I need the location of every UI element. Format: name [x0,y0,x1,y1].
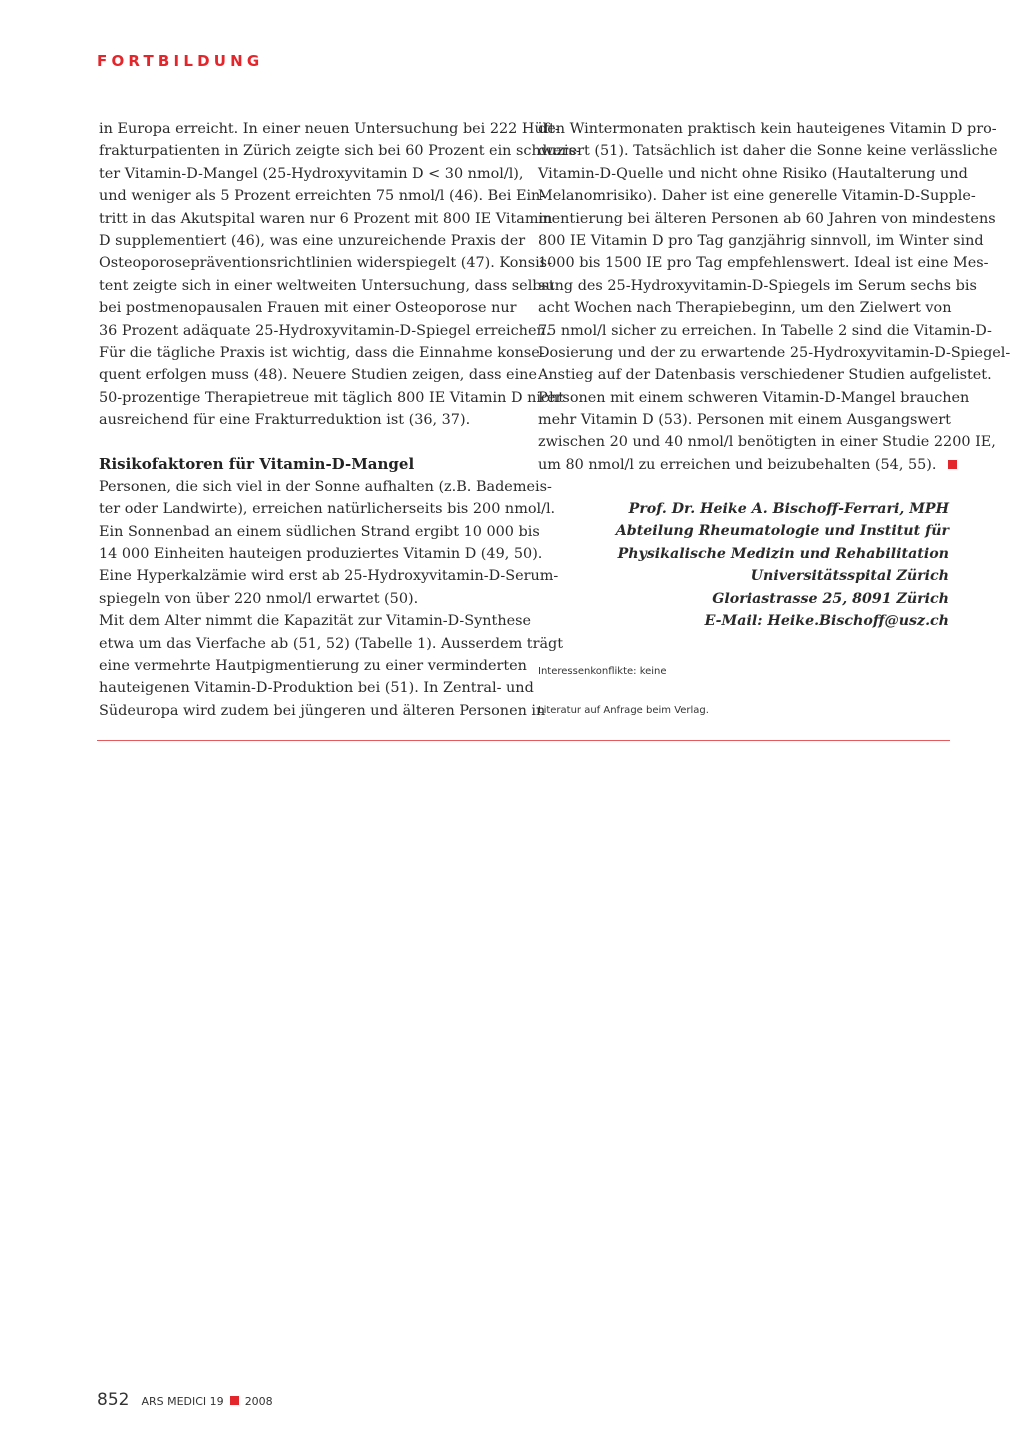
text-line: Dosierung und der zu erwartende 25-Hydroxyvitamin-D-Spiegel- [538,344,1011,361]
text-line: und weniger als 5 Prozent erreichten 75 nmol/l (46). Bei Ein- [99,188,546,205]
author-institute: Physikalische Medizin und Rehabilitation [617,545,949,562]
text-line: Ein Sonnenbad an einem südlichen Strand ergibt 10 000 bis [99,523,540,540]
text-line: Südeuropa wird zudem bei jüngeren und älteren Personen in [99,702,546,719]
divider-line [97,740,950,741]
right-column [538,118,1011,476]
author-address: Gloriastrasse 25, 8091 Zürich [712,590,949,607]
text-line: Melanomrisiko). Daher ist eine generelle Vitamin-D-Supple- [538,188,976,205]
text-line: Für die tägliche Praxis ist wichtig, dass die Einnahme konse- [99,344,545,361]
text-line: 1000 bis 1500 IE pro Tag empfehlenswert. Ideal ist eine Mes- [538,255,989,272]
author-block [560,498,949,632]
text-line: 50-prozentige Therapietreue mit täglich 800 IE Vitamin D nicht [99,389,565,406]
text-line: sung des 25-Hydroxyvitamin-D-Spiegels im Serum sechs bis [538,277,977,294]
text-line: den Wintermonaten praktisch kein hauteigenes Vitamin D pro- [538,121,997,137]
text-line: ter oder Landwirte), erreichen natürlicherseits bis 200 nmol/l. [99,501,556,518]
text-line: zwischen 20 und 40 nmol/l benötigten in einer Studie 2200 IE, [538,434,996,451]
text-line: Anstieg auf der Datenbasis verschiedener Studien aufgelistet. [538,367,992,384]
separator-square-icon [230,1396,239,1405]
literature-note: Literatur auf Anfrage beim Verlag. [538,705,709,716]
text-line: Vitamin-D-Quelle und nicht ohne Risiko (Hautalterung und [538,165,968,182]
page-footer [97,1390,273,1410]
text-line: Osteoporosepräventionsrichtlinien widerspiegelt (47). Konsis- [99,255,552,272]
section-label: FORTBILDUNG [97,52,264,70]
text-line-final [538,454,950,476]
left-paragraph-2 [99,476,559,610]
text-line: hauteigenen Vitamin-D-Produktion bei (51). In Zentral- und [99,680,534,697]
text-line: 75 nmol/l sicher zu erreichen. In Tabelle 2 sind die Vitamin-D- [538,322,992,339]
right-paragraph-1 [538,118,1011,476]
text-line: duziert (51). Tatsächlich ist daher die Sonne keine verlässliche [538,143,998,160]
left-column [99,118,581,722]
left-paragraph-3 [99,610,564,722]
text-line: quent erfolgen muss (48). Neuere Studien zeigen, dass eine [99,367,537,384]
text-line: mehr Vitamin D (53). Personen mit einem Ausgangswert [538,412,951,429]
text-line: tent zeigte sich in einer weltweiten Untersuchung, dass selbst [99,277,555,294]
text-line: D supplementiert (46), was eine unzureichende Praxis der [99,232,526,249]
text-line: mentierung bei älteren Personen ab 60 Jahren von mindestens [538,210,996,227]
text-line: acht Wochen nach Therapiebeginn, um den Zielwert von [538,300,952,317]
author-name: Prof. Dr. Heike A. Bischoff-Ferrari, MPH [628,501,949,517]
text-line: frakturpatienten in Zürich zeigte sich bei 60 Prozent ein schwers- [99,143,581,160]
text-line: etwa um das Vierfache ab (51, 52) (Tabelle 1). Ausserdem trägt [99,635,564,652]
text-line: ausreichend für eine Frakturreduktion ist (36, 37). [99,412,471,429]
text-line: Personen mit einem schweren Vitamin-D-Mangel brauchen [538,389,970,406]
text-line: 36 Prozent adäquate 25-Hydroxyvitamin-D-Spiegel erreichen. [99,322,551,339]
magazine-issue: ARS MEDICI 19 [141,1395,224,1408]
text-line: tritt in das Akutspital waren nur 6 Prozent mit 800 IE Vitamin [99,210,553,227]
conflict-of-interest-note: Interessenkonflikte: keine [538,666,667,677]
text-line: bei postmenopausalen Frauen mit einer Osteoporose nur [99,300,517,317]
author-hospital: Universitätsspital Zürich [750,568,949,585]
text-line: spiegeln von über 220 nmol/l erwartet (50). [99,590,419,607]
section-heading: Risikofaktoren für Vitamin-D-Mangel [99,455,415,474]
end-of-article-square-icon [948,460,957,469]
text-line: ter Vitamin-D-Mangel (25-Hydroxyvitamin D < 30 nmol/l), [99,165,524,182]
text-line: Personen, die sich viel in der Sonne aufhalten (z.B. Bademeis- [99,478,552,495]
text-line: eine vermehrte Hautpigmentierung zu einer verminderten [99,657,527,674]
text-line: 800 IE Vitamin D pro Tag ganzjährig sinnvoll, im Winter sind [538,232,984,249]
text-line: 14 000 Einheiten hauteigen produziertes Vitamin D (49, 50). [99,546,543,563]
left-paragraph-1 [99,118,581,431]
text-line: in Europa erreicht. In einer neuen Untersuchung bei 222 Hüft- [99,121,560,137]
author-department: Abteilung Rheumatologie und Institut für [615,523,949,540]
text-line: Eine Hyperkalzämie wird erst ab 25-Hydroxyvitamin-D-Serum- [99,568,559,585]
text-line: Mit dem Alter nimmt die Kapazität zur Vitamin-D-Synthese [99,613,532,630]
publication-year: 2008 [244,1395,273,1408]
text-line-final-text: um 80 nmol/l zu erreichen und beizubehalten (54, 55). [538,456,937,473]
page-number: 852 [97,1390,130,1410]
author-email[interactable]: E-Mail: Heike.Bischoff@usz.ch [704,612,949,629]
